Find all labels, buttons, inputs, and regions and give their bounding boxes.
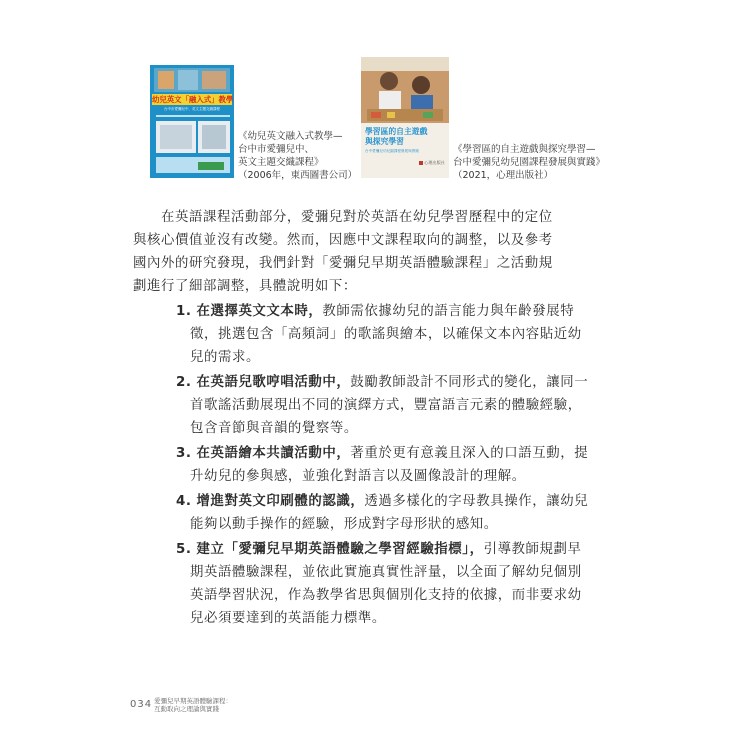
paragraph-line: 與核心價值並沒有改變。然而，因應中文課程取向的調整，以及參考 — [133, 233, 553, 248]
item-number: 4. — [176, 494, 192, 509]
item-line: 期英語體驗課程，並依此實施真實性評量，以全面了解幼兒個別 — [190, 565, 582, 580]
item-number: 5. — [176, 542, 192, 557]
item-text: 引導教師規劃早 — [483, 542, 582, 557]
page-number: 034 — [130, 699, 153, 710]
item-heading: 建立「愛彌兒早期英語體驗之學習經驗指標」， — [196, 542, 484, 557]
item-line: 包含音節與音韻的覺察等。 — [190, 421, 358, 436]
book-caption-1 — [238, 130, 357, 182]
book-cover-2-title-line1: 學習區的自主遊戲 — [365, 127, 428, 136]
list-item-3 — [176, 442, 588, 488]
caption-line: 台中市愛彌兒中、 — [238, 144, 315, 155]
list-item-4 — [176, 490, 588, 536]
book-cover-1-subtitle: 台中市愛彌兒中、英文主題交織課程 — [164, 107, 220, 111]
caption-line: 英文主題交織課程》 — [238, 157, 324, 168]
list-item-2 — [176, 371, 588, 440]
item-heading: 增進對英文印刷體的認識， — [196, 494, 365, 509]
item-line: 英語學習狀況，作為教學省思與個別化支持的依據，而非要求幼 — [190, 588, 582, 603]
intro-paragraph — [133, 206, 603, 298]
paragraph-line: 國內外的研究發現，我們針對「愛彌兒早期英語體驗課程」之活動規 — [133, 256, 553, 271]
running-title — [154, 697, 232, 713]
book-cover-1 — [150, 65, 234, 178]
running-title-line: 互動取向之理論與實踐 — [154, 705, 219, 713]
item-number: 3. — [176, 446, 192, 461]
book-cover-1-art — [150, 65, 234, 178]
item-line: 兒的需求。 — [190, 350, 260, 365]
item-heading: 在選擇英文文本時， — [196, 304, 323, 319]
paragraph-line: 在英語課程活動部分，愛彌兒對於英語在幼兒學習歷程中的定位 — [161, 210, 553, 225]
item-heading: 在英語繪本共讀活動中， — [196, 446, 351, 461]
caption-line: （2006年，東西圖書公司） — [238, 170, 358, 181]
item-text: 透過多樣化的字母教具操作，讓幼兒 — [364, 494, 589, 509]
book-cover-2 — [361, 57, 449, 178]
book-cover-2-subtitle: 台中愛彌兒幼兒園課程發展與實踐 — [365, 149, 419, 153]
book-cover-1-title: 幼兒英文「融入式」教學 — [152, 95, 234, 104]
running-title-line: 愛彌兒早期英語體驗課程： — [154, 697, 232, 705]
book-cover-2-publisher: 心理出版社 — [424, 160, 445, 165]
paragraph-line: 劃進行了細部調整，具體說明如下： — [133, 279, 357, 294]
list-item-5 — [176, 538, 582, 630]
item-line: 首歌謠活動展現出不同的演繹方式，豐富語言元素的體驗經驗， — [190, 398, 582, 413]
item-line: 升幼兒的參與感，並強化對語言以及圖像設計的理解。 — [190, 469, 526, 484]
item-number: 2. — [176, 375, 192, 390]
item-text: 鼓勵教師設計不同形式的變化，讓同一 — [350, 375, 589, 390]
item-text: 教師需依據幼兒的語言能力與年齡發展特 — [322, 304, 575, 319]
item-line: 能夠以動手操作的經驗，形成對字母形狀的感知。 — [190, 517, 498, 532]
item-number: 1. — [176, 304, 192, 319]
caption-line: 台中愛彌兒幼兒園課程發展與實踐》 — [453, 157, 606, 168]
caption-line: 《幼兒英文融入式教學— — [238, 131, 343, 142]
list-item-1 — [176, 300, 582, 369]
item-line: 徵，挑選包含「高頻詞」的歌謠與繪本，以確保文本內容貼近幼 — [190, 327, 582, 342]
item-heading: 在英語兒歌哼唱活動中， — [196, 375, 351, 390]
book-caption-2 — [453, 143, 605, 182]
caption-line: 《學習區的自主遊戲與探究學習— — [453, 144, 596, 155]
item-text: 著重於更有意義且深入的口語互動，提 — [350, 446, 589, 461]
book-cover-2-title-line2: 與探究學習 — [365, 137, 404, 146]
item-line: 兒必須要達到的英語能力標準。 — [190, 611, 386, 626]
caption-line: （2021，心理出版社） — [453, 170, 554, 181]
